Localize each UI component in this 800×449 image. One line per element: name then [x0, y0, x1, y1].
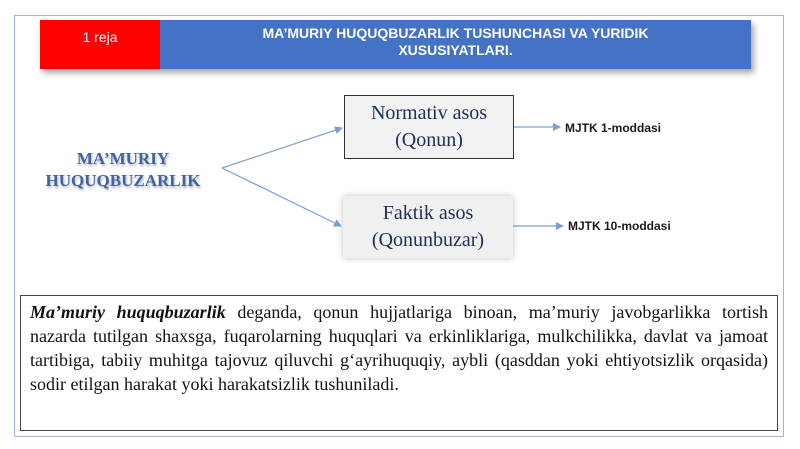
faktik-basis-line2: (Qonunbuzar)	[371, 229, 485, 251]
normativ-basis-line1: Normativ asos	[370, 102, 488, 124]
main-term-line2: HUQUQBUZARLIK	[45, 171, 201, 190]
connector-to-faktik	[222, 168, 341, 226]
slide-title-line1: MA’MURIY HUQUQBUZARLIK TUSHUNCHASI VA YURIDIK	[262, 25, 649, 41]
connector-to-normativ	[222, 128, 342, 168]
normativ-basis-box	[344, 95, 514, 159]
definition-term: Ma’muriy huquqbuzarlik	[30, 302, 226, 322]
faktik-basis-box	[343, 196, 513, 258]
reference-article-1: MJTK 1-moddasi	[565, 121, 662, 135]
definition-text: deganda, qonun hujjatlariga binoan, ma’muriy javobgarlikka tortish nazarda tutilgan shaxsga, fuqarolarning huquqlari va erkinliklariga, mulkchilikka, davlat va jamoat tartibiga, tabiiy muhitga tajovuz qiluvchi g‘ayrihuquqiy, aybli (qasddan yoki ehtiyotsizlik orqasida) sodir etilgan harakat yoki harakatsizlik tushuniladi.	[30, 302, 769, 394]
slide-title-line2: XUSUSIYATLARI.	[398, 42, 513, 58]
reference-article-10: MJTK 10-moddasi	[568, 219, 671, 233]
section-label: 1 reja	[40, 20, 160, 69]
definition-box	[20, 295, 778, 431]
normativ-basis-line2: (Qonun)	[395, 129, 463, 151]
main-term	[28, 148, 218, 192]
main-term-line1: MA’MURIY	[76, 149, 170, 168]
faktik-basis-line1: Faktik asos	[382, 202, 474, 224]
